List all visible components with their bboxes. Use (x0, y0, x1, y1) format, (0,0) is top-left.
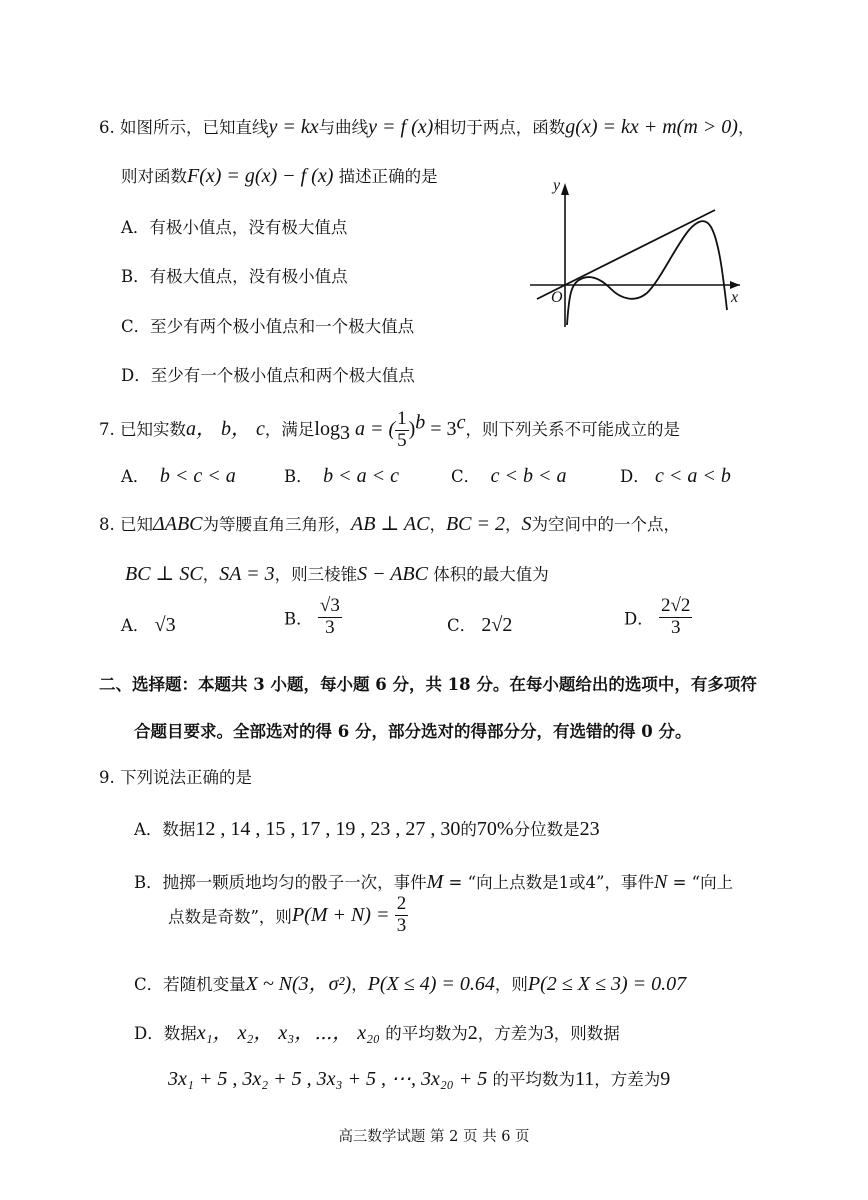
q7-stem: 7. 已知实数a， b， c，满足$\log_3 a$ = ( $\frac{1}{5}$ )$^b = 3^c$，则下列关系不可能成立的是 (99, 408, 680, 451)
q6-line1: 6. 如图所示，已知直线y = kx与曲线y = f (x)相切于两点，函数g(x) = kx + m(m > 0)， (99, 116, 755, 138)
q6-option-b: B．有极大值点，没有极小值点 (121, 267, 348, 286)
q8-option-d: D． $\frac{2√2}{3}$ (624, 595, 691, 638)
q9-option-a: A．数据12 , 14 , 15 , 17 , 19 , 23 , 27 , 30的70%分位数是23 (134, 818, 600, 840)
x-axis-label: x (731, 289, 739, 306)
q7-option-a: A． b < c < a (121, 465, 236, 487)
q7-option-b: B． b < a < c (284, 465, 400, 487)
q9-stem: 9. 下列说法正确的是 (99, 768, 252, 787)
q6-number: 6. (99, 118, 115, 137)
q6-option-a: A．有极小值点，没有极大值点 (121, 218, 348, 237)
q9-option-d-line1: D．数据x₁， x₂， x₃，⋯， x₂₀ 的平均数为2，方差为3，则数据 (134, 1022, 620, 1044)
q9-option-c: C．若随机变量X ~ N(3，σ²)，P(X ≤ 4) = 0.64，则P(2 ≤ X ≤ 3) = 0.07 (134, 973, 687, 995)
q8-line2: BC ⊥ SC，SA = 3，则三棱锥S − ABC 体积的最大值为 (125, 563, 549, 585)
q7-option-d: D． c < a < b (620, 465, 731, 487)
q7-option-c: C． c < b < a (451, 465, 567, 487)
q9-option-b-line1: B．抛掷一颗质地均匀的骰子一次，事件M = “向上点数是1或4”，事件N = “向上 (134, 871, 734, 893)
section2-line2: 合题目要求。全部选对的得 6 分，部分选对的得部分分，有选错的得 0 分。 (134, 722, 692, 741)
section2-line1: 二、选择题：本题共 3 小题，每小题 6 分，共 18 分。在每小题给出的选项中，有多项符 (99, 675, 757, 694)
y-axis-label: y (553, 177, 561, 194)
q8-option-b: B． $\frac{√3}{3}$ (284, 595, 340, 638)
q8-option-c: C． 2√2 (447, 614, 513, 636)
q7-fraction: $\frac{1}{5}$ (397, 408, 407, 451)
origin-label: O (551, 289, 563, 306)
q6-option-d: D．至少有一个极小值点和两个极大值点 (121, 366, 415, 385)
q9-option-d-line2: 3x₁ + 5 , 3x₂ + 5 , 3x₃ + 5 , ⋯, 3x₂₀ + 5 的平均数为11，方差为9 (168, 1068, 671, 1090)
q6-line2: 则对函数F(x) = g(x) − f (x) 描述正确的是 (121, 165, 438, 187)
q8-line1: 8. 已知ΔABC为等腰直角三角形，AB ⊥ AC，BC = 2，S为空间中的一个点， (99, 513, 681, 535)
q6-option-c: C．至少有两个极小值点和一个极大值点 (121, 317, 415, 336)
y-axis-arrow (561, 183, 569, 195)
x-axis-arrow (730, 281, 740, 289)
curve-fx (567, 221, 727, 325)
page-footer: 高三数学试题 第 2 页 共 6 页 (338, 1129, 530, 1145)
q6-graph (525, 175, 755, 335)
q9-option-b-line2: 点数是奇数”，则P(M + N) = $\frac{2}{3}$ (168, 893, 407, 936)
q8-option-a: A． √3 (121, 614, 176, 636)
